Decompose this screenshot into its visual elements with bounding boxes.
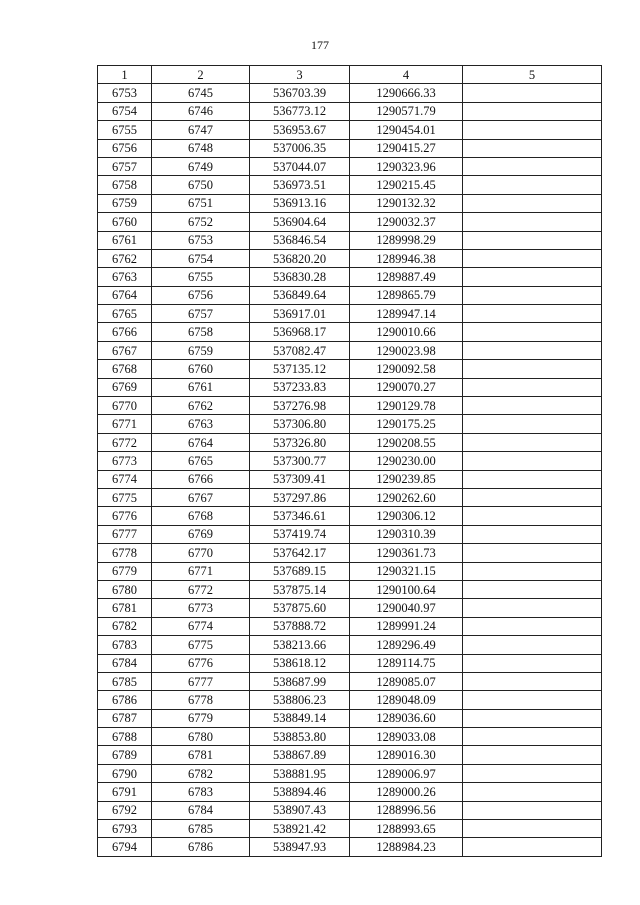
table-row	[98, 801, 602, 819]
table-cell: 6781	[152, 746, 250, 764]
table-cell: 6757	[98, 157, 152, 175]
table-cell: 1290321.15	[350, 562, 463, 580]
table-cell: 1289085.07	[350, 672, 463, 690]
table-cell	[463, 121, 602, 139]
table-cell: 6786	[98, 691, 152, 709]
table-row	[98, 562, 602, 580]
table-cell	[463, 783, 602, 801]
table-cell: 1290239.85	[350, 470, 463, 488]
table-cell: 6765	[98, 305, 152, 323]
table-cell	[463, 617, 602, 635]
table-cell: 1290215.45	[350, 176, 463, 194]
table-row	[98, 84, 602, 102]
table-row	[98, 654, 602, 672]
table-cell	[463, 525, 602, 543]
table-cell	[463, 654, 602, 672]
table-cell: 536703.39	[250, 84, 350, 102]
table-cell: 1289991.24	[350, 617, 463, 635]
table-cell: 6784	[98, 654, 152, 672]
table-cell: 6775	[152, 636, 250, 654]
table-cell: 6769	[98, 378, 152, 396]
table-cell	[463, 213, 602, 231]
table-cell: 6747	[152, 121, 250, 139]
column-header: 3	[250, 66, 350, 84]
header-row	[98, 66, 602, 84]
table-cell: 6770	[98, 397, 152, 415]
table-cell: 6753	[98, 84, 152, 102]
table-row	[98, 249, 602, 267]
table-cell: 538921.42	[250, 820, 350, 838]
table-cell	[463, 249, 602, 267]
table-cell: 1289114.75	[350, 654, 463, 672]
table-cell: 537689.15	[250, 562, 350, 580]
table-cell	[463, 176, 602, 194]
table-row	[98, 599, 602, 617]
table-cell: 6763	[152, 415, 250, 433]
table-cell: 6778	[152, 691, 250, 709]
table-cell: 536917.01	[250, 305, 350, 323]
table-cell: 6759	[152, 341, 250, 359]
table-cell: 1290306.12	[350, 507, 463, 525]
table-row	[98, 176, 602, 194]
table-cell: 537306.80	[250, 415, 350, 433]
table-cell: 537135.12	[250, 360, 350, 378]
table-cell: 6755	[152, 268, 250, 286]
table-cell: 537346.61	[250, 507, 350, 525]
table-cell: 538618.12	[250, 654, 350, 672]
table-row	[98, 507, 602, 525]
table-cell: 6772	[98, 433, 152, 451]
table-row	[98, 470, 602, 488]
table-row	[98, 691, 602, 709]
table-cell: 538867.89	[250, 746, 350, 764]
table-row	[98, 157, 602, 175]
table-cell: 6764	[152, 433, 250, 451]
table-cell	[463, 801, 602, 819]
table-cell: 1290310.39	[350, 525, 463, 543]
table-cell: 6789	[98, 746, 152, 764]
table-cell: 6749	[152, 157, 250, 175]
table-cell: 538853.80	[250, 728, 350, 746]
table-cell: 1288984.23	[350, 838, 463, 856]
table-cell: 6767	[98, 341, 152, 359]
table-cell: 1290208.55	[350, 433, 463, 451]
table-cell: 6767	[152, 488, 250, 506]
table-row	[98, 544, 602, 562]
table-cell	[463, 305, 602, 323]
table-cell: 6768	[98, 360, 152, 378]
table-cell: 6777	[98, 525, 152, 543]
table-cell	[463, 194, 602, 212]
table-cell: 6761	[152, 378, 250, 396]
table-cell: 538894.46	[250, 783, 350, 801]
table-cell: 537642.17	[250, 544, 350, 562]
table-cell	[463, 599, 602, 617]
table-cell: 6758	[152, 323, 250, 341]
table-row	[98, 452, 602, 470]
table-cell: 6774	[152, 617, 250, 635]
table-cell: 6785	[152, 820, 250, 838]
table-cell: 536913.16	[250, 194, 350, 212]
table-cell: 537326.80	[250, 433, 350, 451]
table-cell	[463, 415, 602, 433]
table-cell	[463, 231, 602, 249]
table-cell: 1290070.27	[350, 378, 463, 396]
table-cell	[463, 636, 602, 654]
table-cell: 538881.95	[250, 764, 350, 782]
table-row	[98, 617, 602, 635]
table-cell: 6763	[98, 268, 152, 286]
table-cell: 6782	[152, 764, 250, 782]
table-cell: 6754	[98, 102, 152, 120]
column-header: 1	[98, 66, 152, 84]
table-cell: 6776	[98, 507, 152, 525]
table-cell	[463, 84, 602, 102]
table-row	[98, 121, 602, 139]
table-cell	[463, 360, 602, 378]
coordinates-table	[97, 65, 602, 857]
table-cell: 1290323.96	[350, 157, 463, 175]
table-cell: 536973.51	[250, 176, 350, 194]
table-cell: 6786	[152, 838, 250, 856]
table-cell	[463, 433, 602, 451]
table-cell: 537888.72	[250, 617, 350, 635]
table-row	[98, 709, 602, 727]
table-cell: 538213.66	[250, 636, 350, 654]
table-cell: 537297.86	[250, 488, 350, 506]
page-number: 177	[311, 38, 329, 52]
table-cell	[463, 139, 602, 157]
table-cell: 537300.77	[250, 452, 350, 470]
table-cell: 536820.20	[250, 249, 350, 267]
table-cell	[463, 728, 602, 746]
table-cell	[463, 746, 602, 764]
table-cell	[463, 452, 602, 470]
table-row	[98, 360, 602, 378]
table-cell: 6770	[152, 544, 250, 562]
table-cell	[463, 562, 602, 580]
table-cell: 536830.28	[250, 268, 350, 286]
table-cell: 6778	[98, 544, 152, 562]
table-row	[98, 636, 602, 654]
table-cell: 6788	[98, 728, 152, 746]
table-cell: 1290032.37	[350, 213, 463, 231]
table-cell: 6784	[152, 801, 250, 819]
table-cell: 6780	[152, 728, 250, 746]
table-row	[98, 525, 602, 543]
table-cell: 1289998.29	[350, 231, 463, 249]
table-cell: 6762	[152, 397, 250, 415]
table-row	[98, 728, 602, 746]
table-cell: 6762	[98, 249, 152, 267]
table-row	[98, 341, 602, 359]
column-header: 5	[463, 66, 602, 84]
table-cell: 6792	[98, 801, 152, 819]
table-cell: 6779	[98, 562, 152, 580]
table-cell: 1289865.79	[350, 286, 463, 304]
table-cell: 6768	[152, 507, 250, 525]
table-row	[98, 672, 602, 690]
table-row	[98, 323, 602, 341]
table-cell: 6777	[152, 672, 250, 690]
table-cell: 6780	[98, 580, 152, 598]
table-cell: 6756	[152, 286, 250, 304]
table-cell: 1289006.97	[350, 764, 463, 782]
table-cell	[463, 820, 602, 838]
table-row	[98, 764, 602, 782]
table-cell: 1290010.66	[350, 323, 463, 341]
table-cell: 1290092.58	[350, 360, 463, 378]
table-cell: 1289048.09	[350, 691, 463, 709]
table-cell	[463, 341, 602, 359]
table-cell: 6785	[98, 672, 152, 690]
table-cell: 1290023.98	[350, 341, 463, 359]
table-cell	[463, 580, 602, 598]
table-cell: 1289036.60	[350, 709, 463, 727]
table-cell: 6779	[152, 709, 250, 727]
table-cell: 6783	[98, 636, 152, 654]
table-cell	[463, 470, 602, 488]
table-row	[98, 820, 602, 838]
table-cell: 6750	[152, 176, 250, 194]
table-cell	[463, 286, 602, 304]
table-cell: 6781	[98, 599, 152, 617]
table-row	[98, 231, 602, 249]
table-cell	[463, 507, 602, 525]
table-cell: 1290454.01	[350, 121, 463, 139]
table-row	[98, 305, 602, 323]
table-cell: 538687.99	[250, 672, 350, 690]
table-cell: 537276.98	[250, 397, 350, 415]
table-row	[98, 580, 602, 598]
table-cell	[463, 323, 602, 341]
table-cell	[463, 672, 602, 690]
table-cell: 1289946.38	[350, 249, 463, 267]
table-cell: 1288993.65	[350, 820, 463, 838]
table-cell: 6758	[98, 176, 152, 194]
table-cell: 537233.83	[250, 378, 350, 396]
table-row	[98, 378, 602, 396]
table-cell: 1290571.79	[350, 102, 463, 120]
table-row	[98, 488, 602, 506]
table-cell: 1290129.78	[350, 397, 463, 415]
table-cell: 1288996.56	[350, 801, 463, 819]
table-cell: 536953.67	[250, 121, 350, 139]
table-cell: 6776	[152, 654, 250, 672]
table-cell: 537419.74	[250, 525, 350, 543]
table-cell: 536968.17	[250, 323, 350, 341]
table-cell: 537875.14	[250, 580, 350, 598]
table-cell: 1289016.30	[350, 746, 463, 764]
table-cell	[463, 157, 602, 175]
table-cell: 536846.54	[250, 231, 350, 249]
table-row	[98, 783, 602, 801]
table-row	[98, 139, 602, 157]
table-cell: 6775	[98, 488, 152, 506]
table-cell: 6757	[152, 305, 250, 323]
table-cell: 536849.64	[250, 286, 350, 304]
table-cell: 6759	[98, 194, 152, 212]
table-cell: 536904.64	[250, 213, 350, 231]
table-cell: 536773.12	[250, 102, 350, 120]
table-cell: 1289887.49	[350, 268, 463, 286]
table-cell: 1290100.64	[350, 580, 463, 598]
table-body	[98, 84, 602, 856]
table-cell: 1289296.49	[350, 636, 463, 654]
table-row	[98, 433, 602, 451]
table-cell	[463, 488, 602, 506]
table-cell	[463, 397, 602, 415]
table-cell: 537044.07	[250, 157, 350, 175]
table-cell: 6746	[152, 102, 250, 120]
table-cell: 538806.23	[250, 691, 350, 709]
table-cell: 6766	[98, 323, 152, 341]
table-cell: 1290262.60	[350, 488, 463, 506]
table-cell	[463, 544, 602, 562]
table-cell: 6754	[152, 249, 250, 267]
table-cell: 6791	[98, 783, 152, 801]
table-cell	[463, 378, 602, 396]
table-cell: 6765	[152, 452, 250, 470]
table-cell: 1290132.32	[350, 194, 463, 212]
column-header: 4	[350, 66, 463, 84]
table-cell: 6761	[98, 231, 152, 249]
table-cell: 6787	[98, 709, 152, 727]
table-cell: 6774	[98, 470, 152, 488]
table-cell	[463, 838, 602, 856]
column-header: 2	[152, 66, 250, 84]
table-row	[98, 838, 602, 856]
table-cell: 1290230.00	[350, 452, 463, 470]
table-cell: 6760	[98, 213, 152, 231]
table-cell: 6790	[98, 764, 152, 782]
table-cell: 1290175.25	[350, 415, 463, 433]
table-cell: 6783	[152, 783, 250, 801]
table-cell: 1289000.26	[350, 783, 463, 801]
table-cell: 6755	[98, 121, 152, 139]
table-cell: 6773	[152, 599, 250, 617]
table-cell: 6752	[152, 213, 250, 231]
table-cell: 1290666.33	[350, 84, 463, 102]
table-cell	[463, 709, 602, 727]
table-cell: 537082.47	[250, 341, 350, 359]
table-cell: 6745	[152, 84, 250, 102]
table-row	[98, 415, 602, 433]
table-cell: 6773	[98, 452, 152, 470]
table-cell: 6794	[98, 838, 152, 856]
table-cell: 537309.41	[250, 470, 350, 488]
table-row	[98, 746, 602, 764]
table-cell: 537875.60	[250, 599, 350, 617]
table-cell: 1289033.08	[350, 728, 463, 746]
table-cell: 6771	[152, 562, 250, 580]
table-cell: 1290040.97	[350, 599, 463, 617]
table-cell: 6766	[152, 470, 250, 488]
table-cell: 6756	[98, 139, 152, 157]
table-cell: 6782	[98, 617, 152, 635]
table-row	[98, 102, 602, 120]
table-cell: 6793	[98, 820, 152, 838]
table-cell: 1289947.14	[350, 305, 463, 323]
table-cell: 6748	[152, 139, 250, 157]
table-cell: 538947.93	[250, 838, 350, 856]
table-cell: 538849.14	[250, 709, 350, 727]
table-cell: 6769	[152, 525, 250, 543]
table-row	[98, 194, 602, 212]
table-row	[98, 268, 602, 286]
table-row	[98, 213, 602, 231]
table-cell: 6772	[152, 580, 250, 598]
table-cell: 6764	[98, 286, 152, 304]
table-header	[98, 66, 602, 84]
table-cell	[463, 691, 602, 709]
table-cell: 6760	[152, 360, 250, 378]
table-cell	[463, 102, 602, 120]
table-cell: 6753	[152, 231, 250, 249]
table-cell: 1290415.27	[350, 139, 463, 157]
table-cell: 6771	[98, 415, 152, 433]
table-row	[98, 286, 602, 304]
table-row	[98, 397, 602, 415]
table-cell	[463, 268, 602, 286]
table-cell	[463, 764, 602, 782]
table-cell: 538907.43	[250, 801, 350, 819]
table-cell: 1290361.73	[350, 544, 463, 562]
table-cell: 6751	[152, 194, 250, 212]
table-cell: 537006.35	[250, 139, 350, 157]
